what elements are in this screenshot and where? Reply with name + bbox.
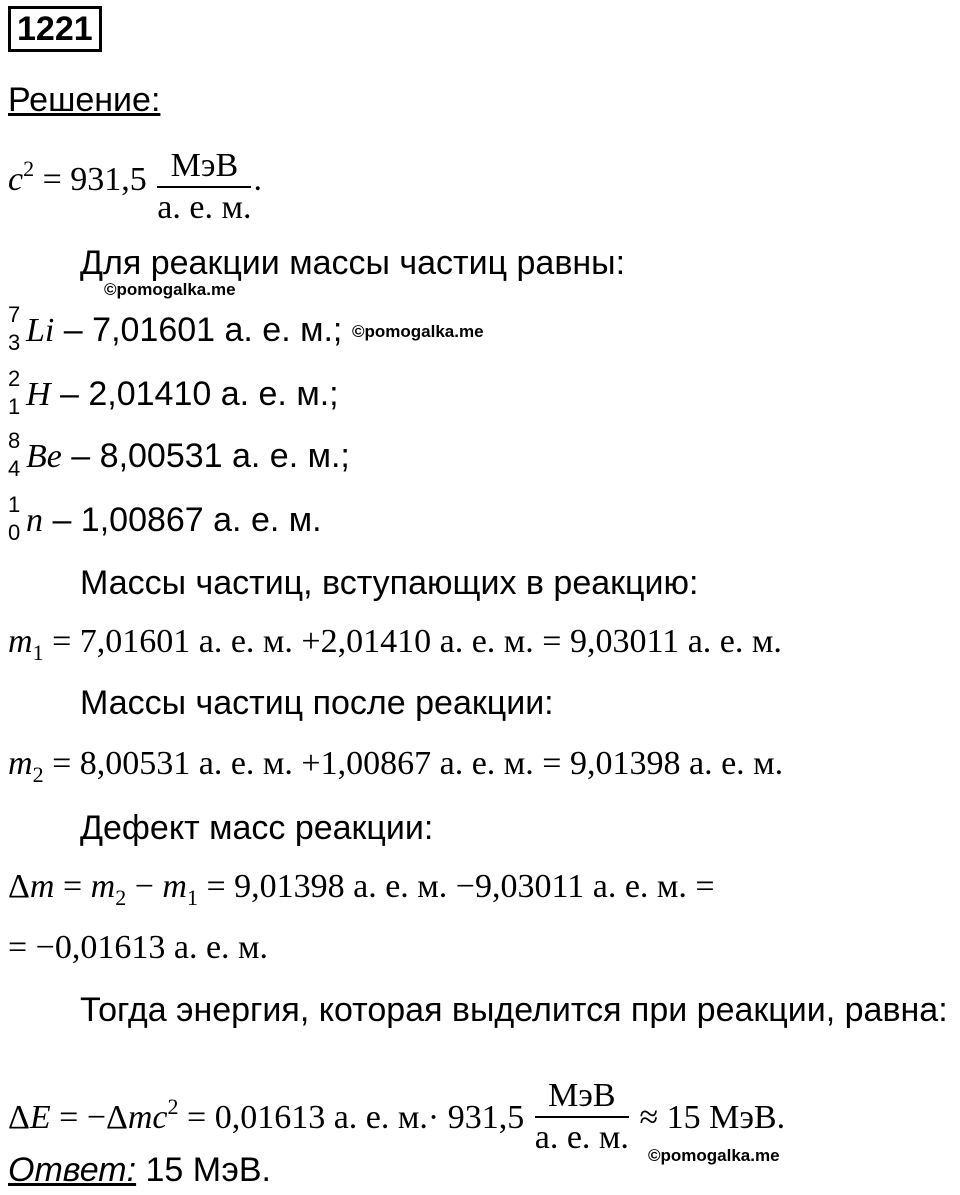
energy-result: ≈ 15 МэВ. — [630, 1099, 786, 1136]
isotope-be-mass: – 8,00531 а. е. м.; — [61, 437, 350, 475]
watermark-3: ©pomogalka.me — [648, 1146, 780, 1165]
c2-end: . — [253, 161, 262, 198]
isotope-be-numbers: 8 4 — [8, 428, 21, 481]
watermark-1: ©pomogalka.me — [104, 280, 236, 299]
after-label: Массы частиц после реакции: — [80, 684, 554, 722]
dm-equation-line2: = −0,01613 а. е. м. — [8, 929, 269, 966]
energy-value: = 0,01613 а. е. м.· 931,5 — [178, 1099, 533, 1136]
defect-label: Дефект масс реакции: — [80, 809, 434, 847]
isotope-h-numbers: 2 1 — [8, 366, 21, 419]
isotope-be-symbol: Be — [26, 438, 62, 475]
m1-symbol: m — [8, 623, 33, 660]
isotope-n — [8, 492, 322, 545]
m1-index: 1 — [32, 640, 44, 665]
isotope-n-numbers: 1 0 — [8, 492, 21, 545]
isotope-n-mass: – 1,00867 а. е. м. — [43, 501, 322, 539]
masses-intro: Для реакции массы частиц равны: — [80, 244, 626, 282]
unit-numerator: МэВ — [157, 146, 251, 188]
energy-label: Тогда энергия, которая выделится при реакции, равна: — [80, 991, 948, 1029]
isotope-be — [8, 428, 350, 481]
m2-symbol: m — [8, 745, 33, 782]
c2-value: = 931,5 — [34, 161, 156, 198]
c-squared-formula — [8, 146, 262, 228]
answer-label: Ответ: — [8, 1151, 137, 1189]
unit-fraction — [157, 146, 251, 228]
unit-denominator: а. е. м. — [157, 189, 252, 226]
before-label: Массы частиц, вступающих в реакцию: — [80, 564, 699, 602]
isotope-li-symbol: Li — [26, 312, 55, 349]
isotope-li-numbers: 7 3 — [8, 302, 21, 355]
isotope-li-mass: – 7,01601 а. е. м.; — [54, 311, 343, 349]
m2-equation — [8, 744, 784, 787]
exponent: 2 — [23, 156, 35, 181]
isotope-h-symbol: H — [26, 376, 51, 413]
energy-equation: ΔE = −Δmc$^2$ = 0,01613 а. е. м.· 931,5 $\frac{\text{МэВ}}{а. е. м.}$ ≈ 15 МэВ. — [8, 1077, 786, 1156]
isotope-li — [8, 302, 343, 355]
isotope-n-symbol: n — [26, 502, 43, 539]
answer — [8, 1150, 271, 1190]
m1-equation — [8, 622, 782, 665]
c-symbol: c — [8, 161, 24, 198]
dm-equation-line1: $\Delta m = m_2 - m_1 = 9,01398$ а. е. м. −9,03011 а. е. м. = — [8, 868, 715, 910]
isotope-h-mass: – 2,01410 а. е. м.; — [50, 375, 339, 413]
energy-unit-fraction — [535, 1076, 629, 1158]
dm-value: = 9,01398 а. е. м. −9,03011 а. е. м. = — [197, 868, 715, 905]
isotope-h — [8, 366, 339, 419]
m2-value: = 8,00531 а. е. м. +1,00867 а. е. м. = 9,01398 а. е. м. — [43, 745, 784, 782]
m2-index: 2 — [32, 762, 44, 787]
watermark-2: ©pomogalka.me — [352, 322, 484, 341]
energy-unit-denominator: а. е. м. — [534, 1119, 629, 1156]
answer-value: 15 МэВ. — [136, 1151, 271, 1189]
problem-number: 1221 — [8, 6, 102, 52]
m1-value: = 7,01601 а. е. м. +2,01410 а. е. м. = 9,03011 а. е. м. — [43, 623, 782, 660]
solution-label: Решение: — [8, 81, 161, 119]
energy-unit-numerator: МэВ — [535, 1076, 629, 1118]
